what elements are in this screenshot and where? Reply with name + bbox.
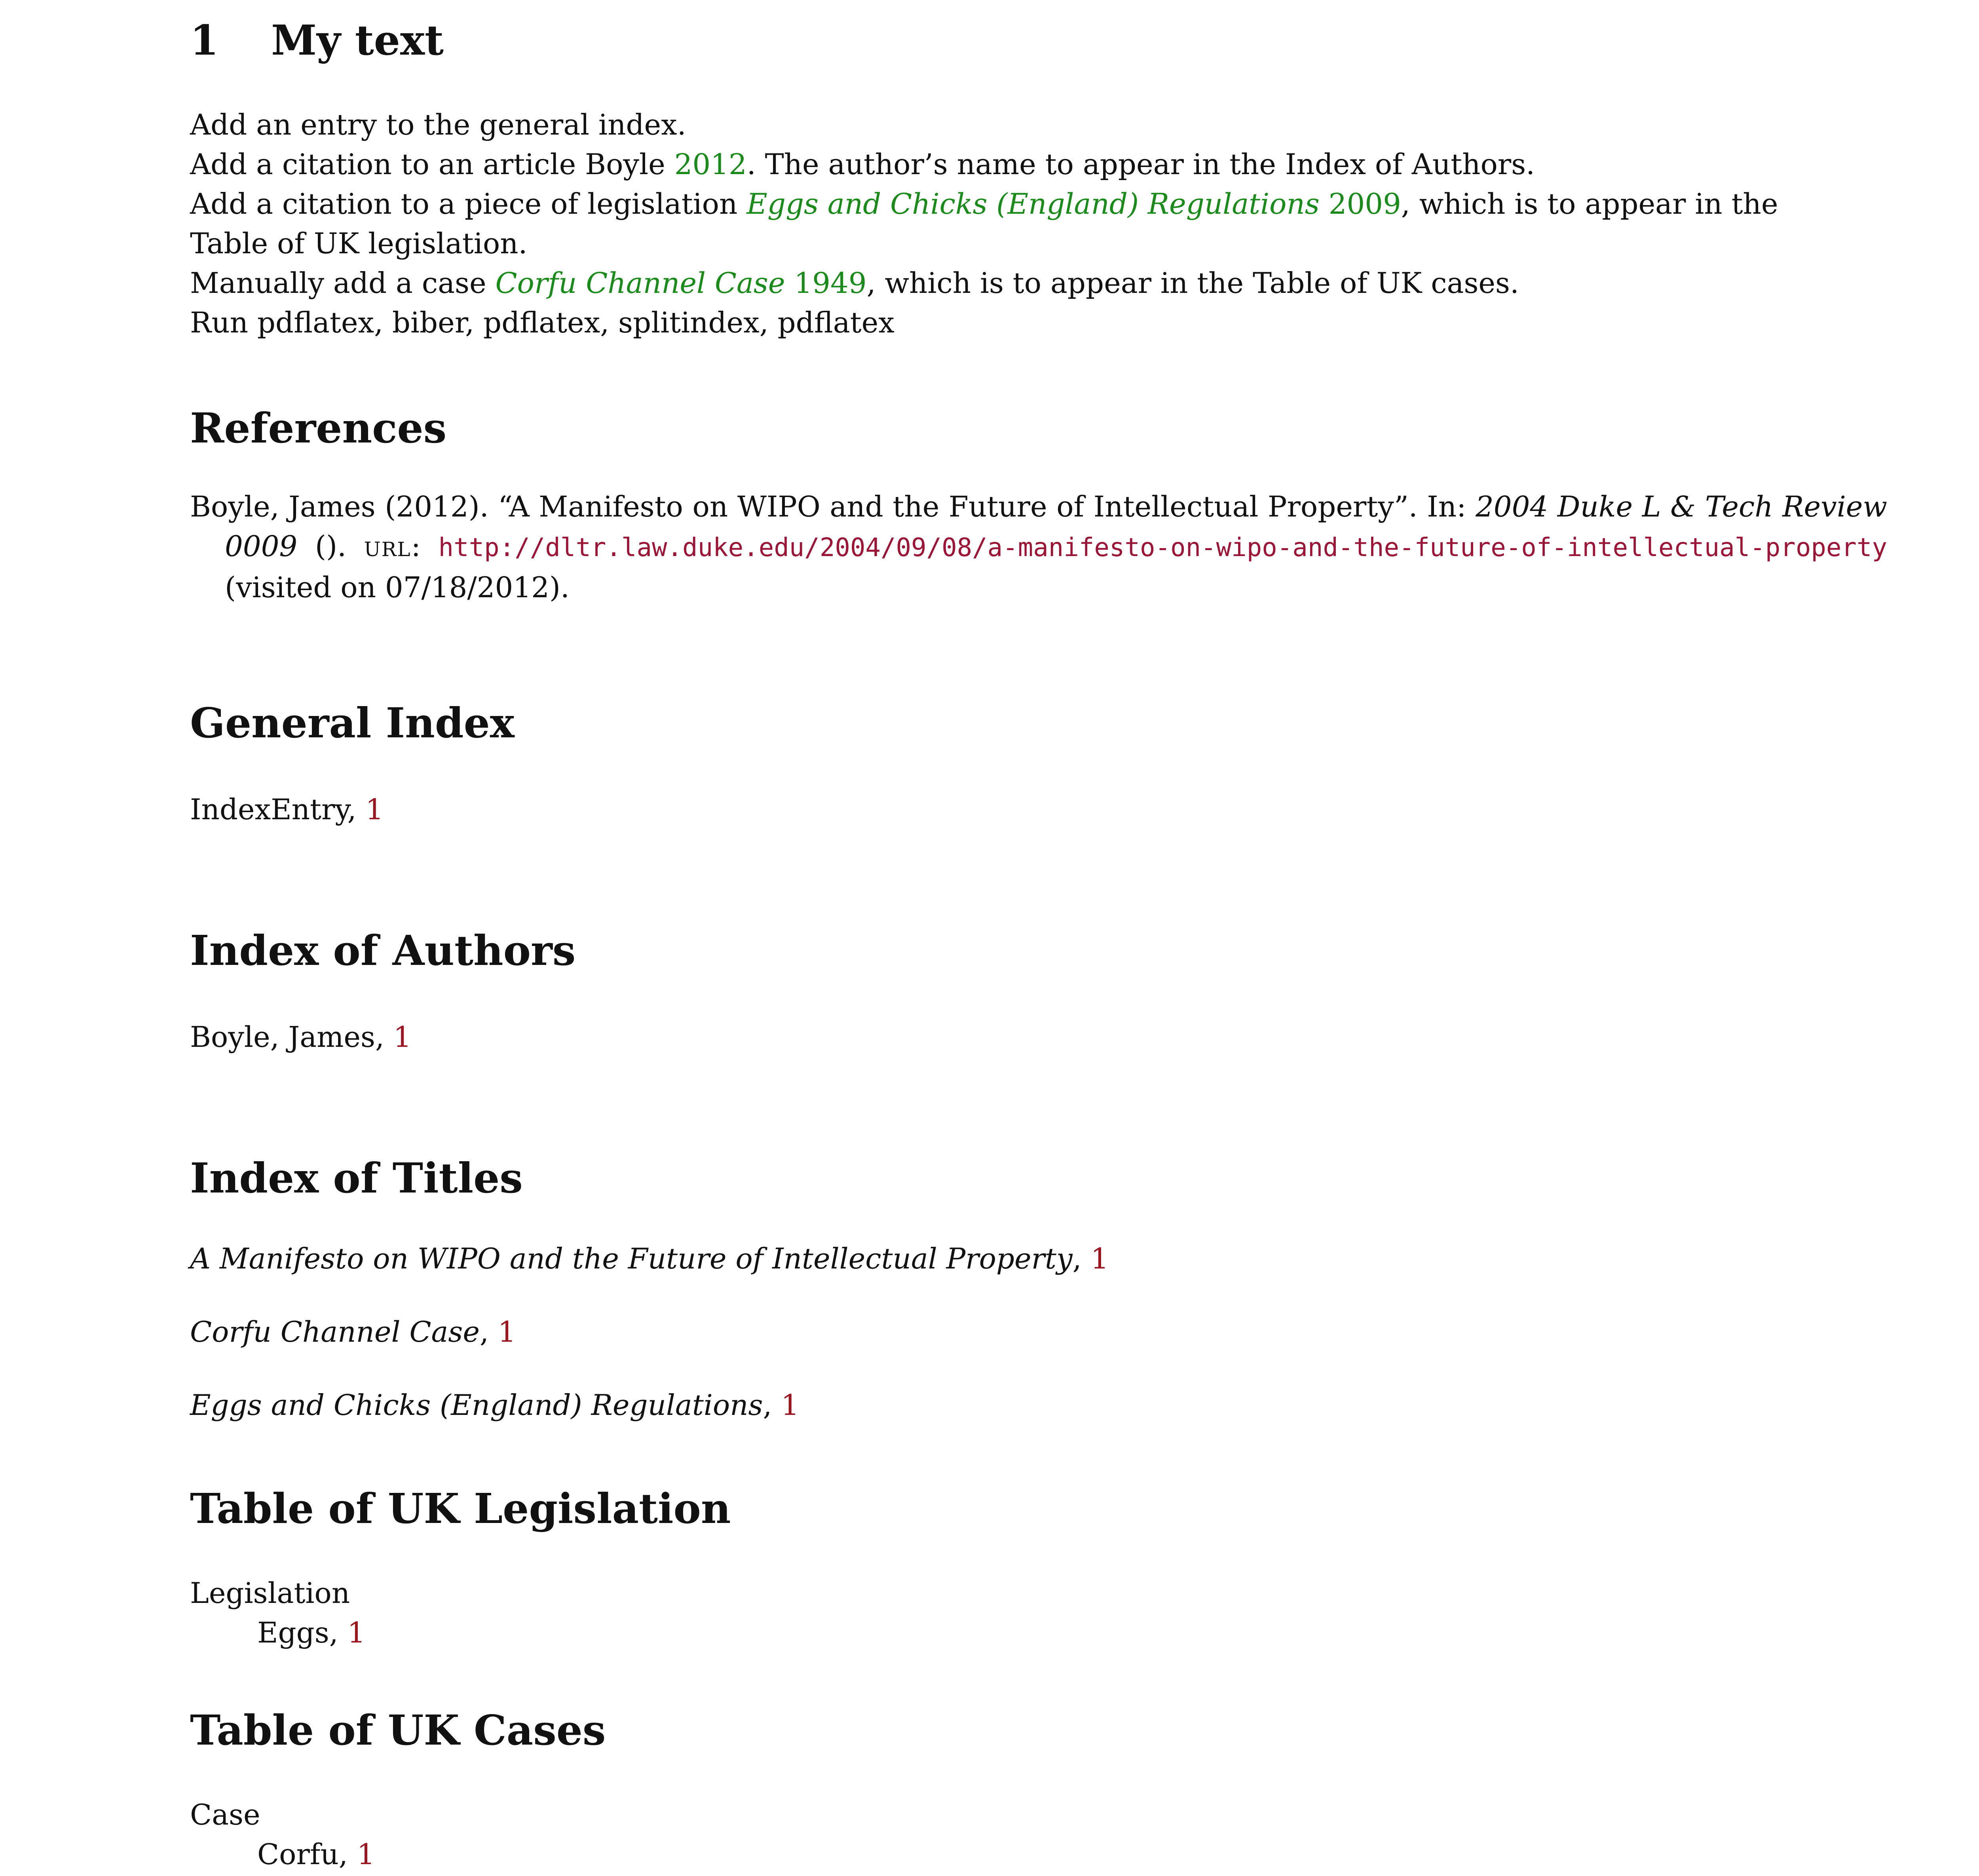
group-label: Legislation (190, 1576, 350, 1610)
body-line-3: Add a citation to a piece of legislation Eggs and Chicks (England) Regulations 2009, which is to appear in the Table of UK legislation. (190, 187, 1778, 260)
citation-link-corfu[interactable]: Corfu Channel Case (495, 266, 785, 300)
journal-title: 2004 Duke L & Tech Review 0009 (225, 490, 1887, 563)
page-link[interactable]: 1 (393, 1020, 412, 1054)
titles-index-entry: Corfu Channel Case, 1 (190, 1315, 516, 1348)
group-label: Case (190, 1798, 260, 1831)
page-link[interactable]: 1 (357, 1838, 375, 1871)
citation-link-eggs-year[interactable]: 2009 (1319, 187, 1401, 220)
uk-cases-heading: Table of UK Cases (190, 1706, 606, 1754)
page-link[interactable]: 1 (365, 793, 384, 826)
page-link[interactable]: 1 (781, 1388, 800, 1422)
authors-index-heading: Index of Authors (190, 926, 576, 975)
general-index-entry: IndexEntry, 1 (190, 793, 384, 826)
authors-index-entry: Boyle, James, 1 (190, 1020, 412, 1054)
citation-link-boyle[interactable]: 2012 (674, 148, 747, 181)
body-line-2: Add a citation to an article Boyle 2012. The author’s name to appear in the Index of Authors. (190, 148, 1535, 181)
section-heading (190, 16, 444, 65)
titles-index-heading: Index of Titles (190, 1154, 523, 1202)
section-number: 1 (190, 16, 219, 65)
section-body (190, 105, 1852, 342)
page-link[interactable]: 1 (1090, 1242, 1109, 1275)
reference-url-link[interactable]: http://dltr.law.duke.edu/2004/09/08/a-manifesto-on-wipo-and-the-future-of-intellectual-property (438, 533, 1887, 562)
page-link[interactable]: 1 (498, 1315, 516, 1348)
references-heading: References (190, 404, 447, 452)
section-title: My text (271, 16, 444, 65)
page-link[interactable]: 1 (347, 1616, 366, 1649)
citation-link-corfu-year[interactable]: 1949 (785, 266, 867, 300)
body-line-1: Add an entry to the general index. (190, 108, 686, 141)
uk-legislation-heading: Table of UK Legislation (190, 1484, 731, 1533)
uk-legislation-group (190, 1573, 365, 1652)
general-index-heading: General Index (190, 699, 515, 747)
body-line-4: Manually add a case Corfu Channel Case 1949, which is to appear in the Table of UK cases. (190, 266, 1519, 300)
url-label: url (364, 530, 411, 563)
titles-index-entry: A Manifesto on WIPO and the Future of Intellectual Property, 1 (190, 1242, 1109, 1275)
uk-cases-entry: Corfu, 1 (257, 1838, 375, 1871)
body-line-5: Run pdflatex, biber, pdflatex, splitindex, pdflatex (190, 306, 895, 339)
bibliography-entry: Boyle, James (2012). “A Manifesto on WIPO and the Future of Intellectual Property”. In: 2004 Duke L & Tech Review 0009 (). url: http://dltr.law.duke.edu/2004/09/08/a-manifesto-on-wipo-and-the-future-of-intellectual-property (visited on 07/18/2012). (190, 490, 1887, 604)
citation-link-eggs[interactable]: Eggs and Chicks (England) Regulations (746, 187, 1320, 220)
titles-index-entry: Eggs and Chicks (England) Regulations, 1 (190, 1388, 800, 1422)
uk-cases-group (190, 1795, 375, 1874)
uk-legislation-entry: Eggs, 1 (257, 1616, 366, 1649)
